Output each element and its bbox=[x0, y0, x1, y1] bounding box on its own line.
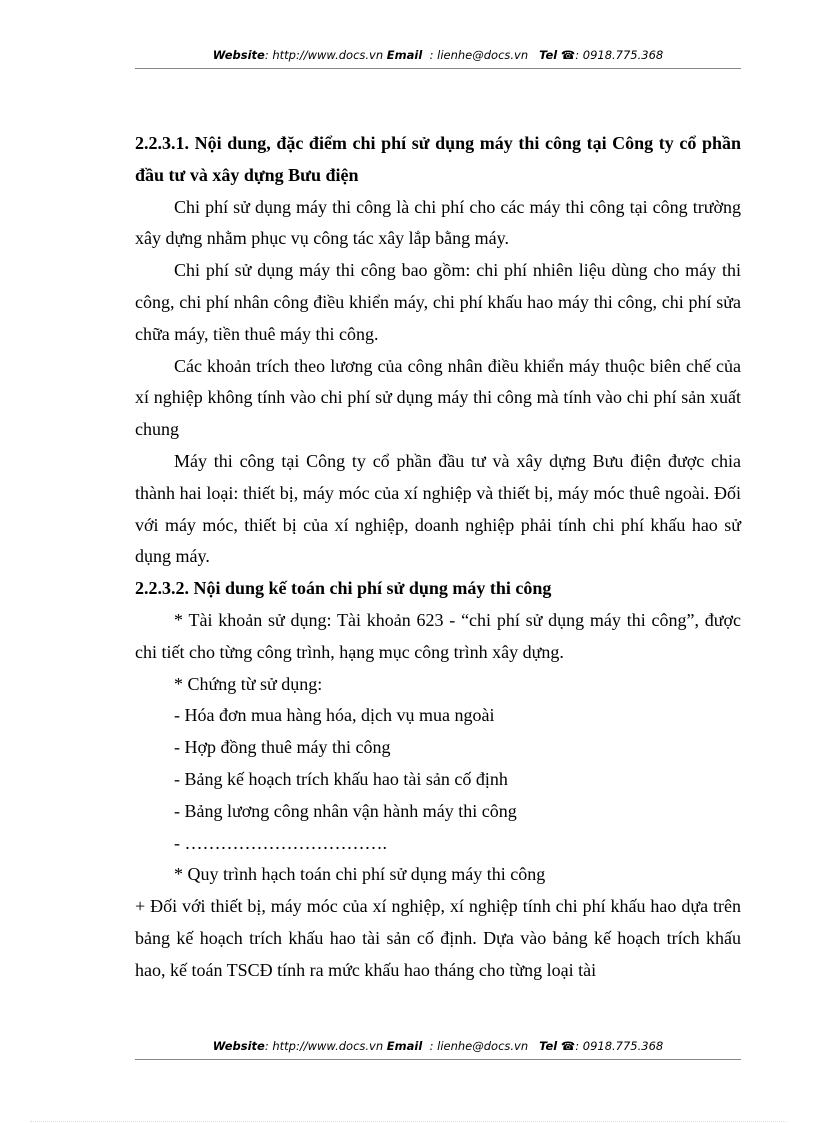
paragraph-8: + Đối với thiết bị, máy móc của xí nghiệp, xí nghiệp tính chi phí khấu hao dựa trên bảng kế hoạch trích khấu hao tài sản cố định. Dựa vào bảng kế hoạch trích khấu hao, kế toán TSCĐ tính ra mức khấu hao tháng cho từng loại tài bbox=[135, 896, 741, 980]
list-item: - Hợp đồng thuê máy thi công bbox=[174, 737, 391, 758]
header-website-label: Website bbox=[212, 48, 265, 62]
page-header bbox=[135, 46, 741, 69]
header-tel-value: : 0918.775.368 bbox=[575, 48, 664, 62]
list-item: - Hóa đơn mua hàng hóa, dịch vụ mua ngoài bbox=[174, 705, 495, 726]
section-heading-2-2-3-1: 2.2.3.1. Nội dung, đặc điểm chi phí sử dụng máy thi công tại Công ty cổ phần đầu tư và xây dựng Bưu điện bbox=[135, 133, 741, 185]
paragraph-3: Các khoản trích theo lương của công nhân điều khiển máy thuộc biên chế của xí nghiệp không tính vào chi phí sử dụng máy thi công mà tính vào chi phí sản xuất chung bbox=[135, 355, 741, 440]
list-item: - ……………………………. bbox=[174, 832, 387, 853]
paragraph-6: * Chứng từ sử dụng: bbox=[174, 673, 323, 694]
paragraph-4: Máy thi công tại Công ty cổ phần đầu tư và xây dựng Bưu điện được chia thành hai loại: thiết bị, máy móc của xí nghiệp và thiết bị, máy móc thuê ngoài. Đối với máy móc, thiết bị của xí nghiệp, doanh nghiệp phải tính chi phí khấu hao sử dụng máy. bbox=[135, 450, 741, 567]
paragraph-5: * Tài khoản sử dụng: Tài khoản 623 - “chi phí sử dụng máy thi công”, được chi tiết cho từng công trình, hạng mục công trình xây dựng. bbox=[135, 609, 741, 662]
header-email-value: : lienhe@docs.vn bbox=[429, 48, 529, 62]
header-email-label: Email bbox=[386, 48, 423, 62]
footer-email-label: Email bbox=[386, 1039, 423, 1053]
paragraph-1: Chi phí sử dụng máy thi công là chi phí cho các máy thi công tại công trường xây dựng nhằm phục vụ công tác xây lắp bằng máy. bbox=[135, 196, 741, 249]
list-item: - Bảng kế hoạch trích khấu hao tài sản cố định bbox=[174, 768, 508, 789]
phone-icon: ☎ bbox=[560, 48, 576, 62]
phone-icon: ☎ bbox=[560, 1039, 576, 1053]
section-heading-2-2-3-2: 2.2.3.2. Nội dung kế toán chi phí sử dụng máy thi công bbox=[135, 578, 552, 599]
document-body bbox=[135, 128, 741, 987]
footer-email-value: : lienhe@docs.vn bbox=[429, 1039, 529, 1053]
paragraph-7: * Quy trình hạch toán chi phí sử dụng máy thi công bbox=[174, 864, 546, 885]
page-footer bbox=[135, 1037, 741, 1060]
footer-tel-value: : 0918.775.368 bbox=[575, 1039, 664, 1053]
footer-website-label: Website bbox=[212, 1039, 265, 1053]
paragraph-2: Chi phí sử dụng máy thi công bao gồm: chi phí nhiên liệu dùng cho máy thi công, chi phí nhân công điều khiển máy, chi phí khấu hao máy thi công, chi phí sửa chữa máy, tiền thuê máy thi công. bbox=[135, 260, 741, 344]
footer-website-value: : http://www.docs.vn bbox=[264, 1039, 384, 1053]
page-bottom-divider bbox=[30, 1121, 786, 1122]
footer-tel-label: Tel bbox=[539, 1039, 558, 1053]
header-tel-label: Tel bbox=[539, 48, 558, 62]
list-item: - Bảng lương công nhân vận hành máy thi công bbox=[174, 800, 517, 821]
header-website-value: : http://www.docs.vn bbox=[264, 48, 384, 62]
